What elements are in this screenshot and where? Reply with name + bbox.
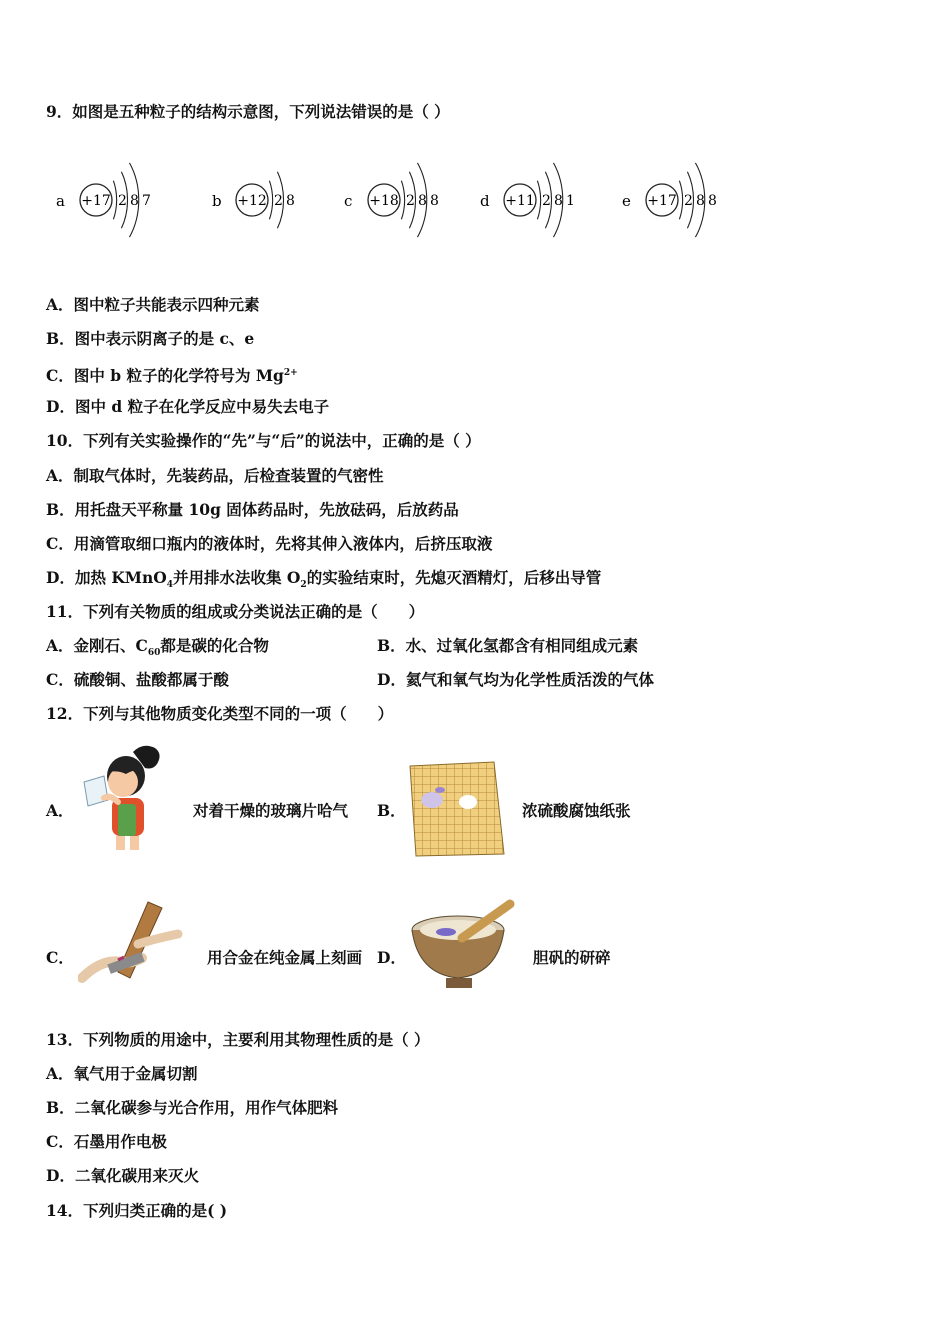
atom-label-e: e	[622, 192, 631, 210]
q9-option-d[interactable]: D．图中 d 粒子在化学反应中易失去电子	[46, 397, 330, 416]
q10-option-a[interactable]: A．制取气体时，先装药品，后检查装置的气密性	[46, 466, 384, 485]
electron-shell-arc	[537, 181, 540, 220]
q10-option-c[interactable]: C．用滴管取细口瓶内的液体时，先将其伸入液体内，后挤压取液	[46, 534, 493, 553]
electron-count: 8	[286, 193, 295, 209]
atom-diagram-b-svg	[208, 140, 338, 255]
electron-shell-arc	[401, 181, 404, 220]
q11-option-a-sub: 60	[147, 648, 161, 659]
q11-option-b[interactable]: B．水、过氧化氢都含有相同组成元素	[377, 636, 639, 655]
nucleus-charge: +11	[505, 193, 535, 209]
q11-option-a-text2: 都是碳的化合物	[160, 636, 269, 655]
electron-count: 8	[430, 193, 439, 209]
atom-diagram-e-svg	[618, 140, 748, 255]
nucleus-charge: +18	[369, 193, 399, 209]
atom-diagram-b	[208, 140, 338, 255]
atom-diagram-a-svg	[52, 140, 182, 255]
q11-option-c[interactable]: C．硫酸铜、盐酸都属于酸	[46, 670, 229, 689]
q12-option-d-letter[interactable]: D．	[377, 948, 406, 967]
mortar-and-pestle-image	[406, 898, 518, 998]
atom-label-a: a	[56, 192, 65, 210]
q10-option-d-text3: 的实验结束时，先熄灭酒精灯，后移出导管	[306, 568, 602, 587]
atom-diagram-d	[476, 140, 606, 255]
q10-stem: 10．下列有关实验操作的“先”与“后”的说法中，正确的是（ ）	[46, 431, 481, 450]
q9-option-c-text: C．图中 b 粒子的化学符号为 Mg	[46, 366, 284, 386]
q11-option-a[interactable]	[46, 636, 269, 663]
atom-label-b: b	[212, 192, 222, 210]
q12-option-a-text: 对着干燥的玻璃片哈气	[193, 801, 349, 820]
q13-option-b[interactable]: B．二氧化碳参与光合作用，用作气体肥料	[46, 1098, 339, 1117]
atom-diagram-a	[52, 140, 182, 255]
atom-diagram-d-svg	[476, 140, 606, 255]
electron-count: 2	[406, 193, 415, 209]
q9-option-a[interactable]: A．图中粒子共能表示四种元素	[46, 295, 260, 314]
q12-option-d-text: 胆矾的研碎	[533, 948, 611, 967]
q11-stem: 11．下列有关物质的组成或分类说法正确的是（ ）	[46, 602, 425, 621]
electron-count: 7	[142, 193, 151, 209]
electron-count: 2	[118, 193, 127, 209]
q11-option-d[interactable]: D．氦气和氧气均为化学性质活泼的气体	[377, 670, 654, 689]
q10-option-b[interactable]: B．用托盘天平称量 10g 固体药品时，先放砝码，后放药品	[46, 500, 459, 519]
nucleus-charge: +17	[647, 193, 677, 209]
electron-count: 8	[418, 193, 427, 209]
alloy-scratching-metal-image	[78, 898, 188, 998]
q12-stem: 12．下列与其他物质变化类型不同的一项（ ）	[46, 704, 394, 723]
electron-shell-arc	[113, 181, 116, 220]
q12-option-b-text: 浓硫酸腐蚀纸张	[522, 801, 631, 820]
electron-count: 2	[684, 193, 693, 209]
nucleus-charge: +12	[237, 193, 267, 209]
electron-count: 8	[708, 193, 717, 209]
q10-option-d-text1: D．加热 KMnO	[46, 568, 167, 587]
q12-option-c-letter[interactable]: C．	[46, 948, 74, 967]
q14-stem: 14．下列归类正确的是( )	[46, 1201, 228, 1220]
electron-count: 2	[542, 193, 551, 209]
q9-option-c[interactable]	[46, 363, 298, 386]
electron-shell-arc	[679, 181, 682, 220]
q12-option-c-text: 用合金在纯金属上刻画	[207, 948, 363, 967]
electron-shell-arc	[269, 181, 272, 220]
q9-option-b[interactable]: B．图中表示阴离子的是 c、e	[46, 329, 255, 348]
electron-count: 8	[554, 193, 563, 209]
q11-option-a-text1: A．金刚石、C	[46, 636, 148, 655]
q13-option-d[interactable]: D．二氧化碳用来灭火	[46, 1166, 199, 1185]
atom-label-d: d	[480, 192, 490, 210]
electron-count: 1	[566, 193, 575, 209]
q12-option-b-letter[interactable]: B．	[377, 801, 406, 820]
q10-option-d-sub1: 4	[166, 580, 174, 591]
electron-count: 2	[274, 193, 283, 209]
q13-stem: 13．下列物质的用途中，主要利用其物理性质的是（ ）	[46, 1030, 430, 1049]
q13-option-c[interactable]: C．石墨用作电极	[46, 1132, 167, 1151]
q10-option-d[interactable]	[46, 568, 601, 595]
atom-label-c: c	[344, 192, 353, 210]
q9-stem: 9．如图是五种粒子的结构示意图，下列说法错误的是（ ）	[46, 102, 450, 121]
q10-option-d-sub2: 2	[300, 580, 307, 591]
q10-option-d-text2: 并用排水法收集 O	[173, 568, 301, 587]
atom-diagram-e	[618, 140, 748, 255]
q9-option-c-superscript: 2+	[283, 368, 298, 378]
atom-diagram-c	[340, 140, 470, 255]
electron-count: 8	[130, 193, 139, 209]
corroded-paper-image	[406, 760, 506, 862]
atom-diagram-c-svg	[340, 140, 470, 255]
nucleus-charge: +17	[81, 193, 111, 209]
girl-breathing-on-glass-image	[78, 742, 170, 858]
q13-option-a[interactable]: A．氧气用于金属切割	[46, 1064, 198, 1083]
q12-option-a-letter[interactable]: A．	[46, 801, 74, 820]
electron-count: 8	[696, 193, 705, 209]
